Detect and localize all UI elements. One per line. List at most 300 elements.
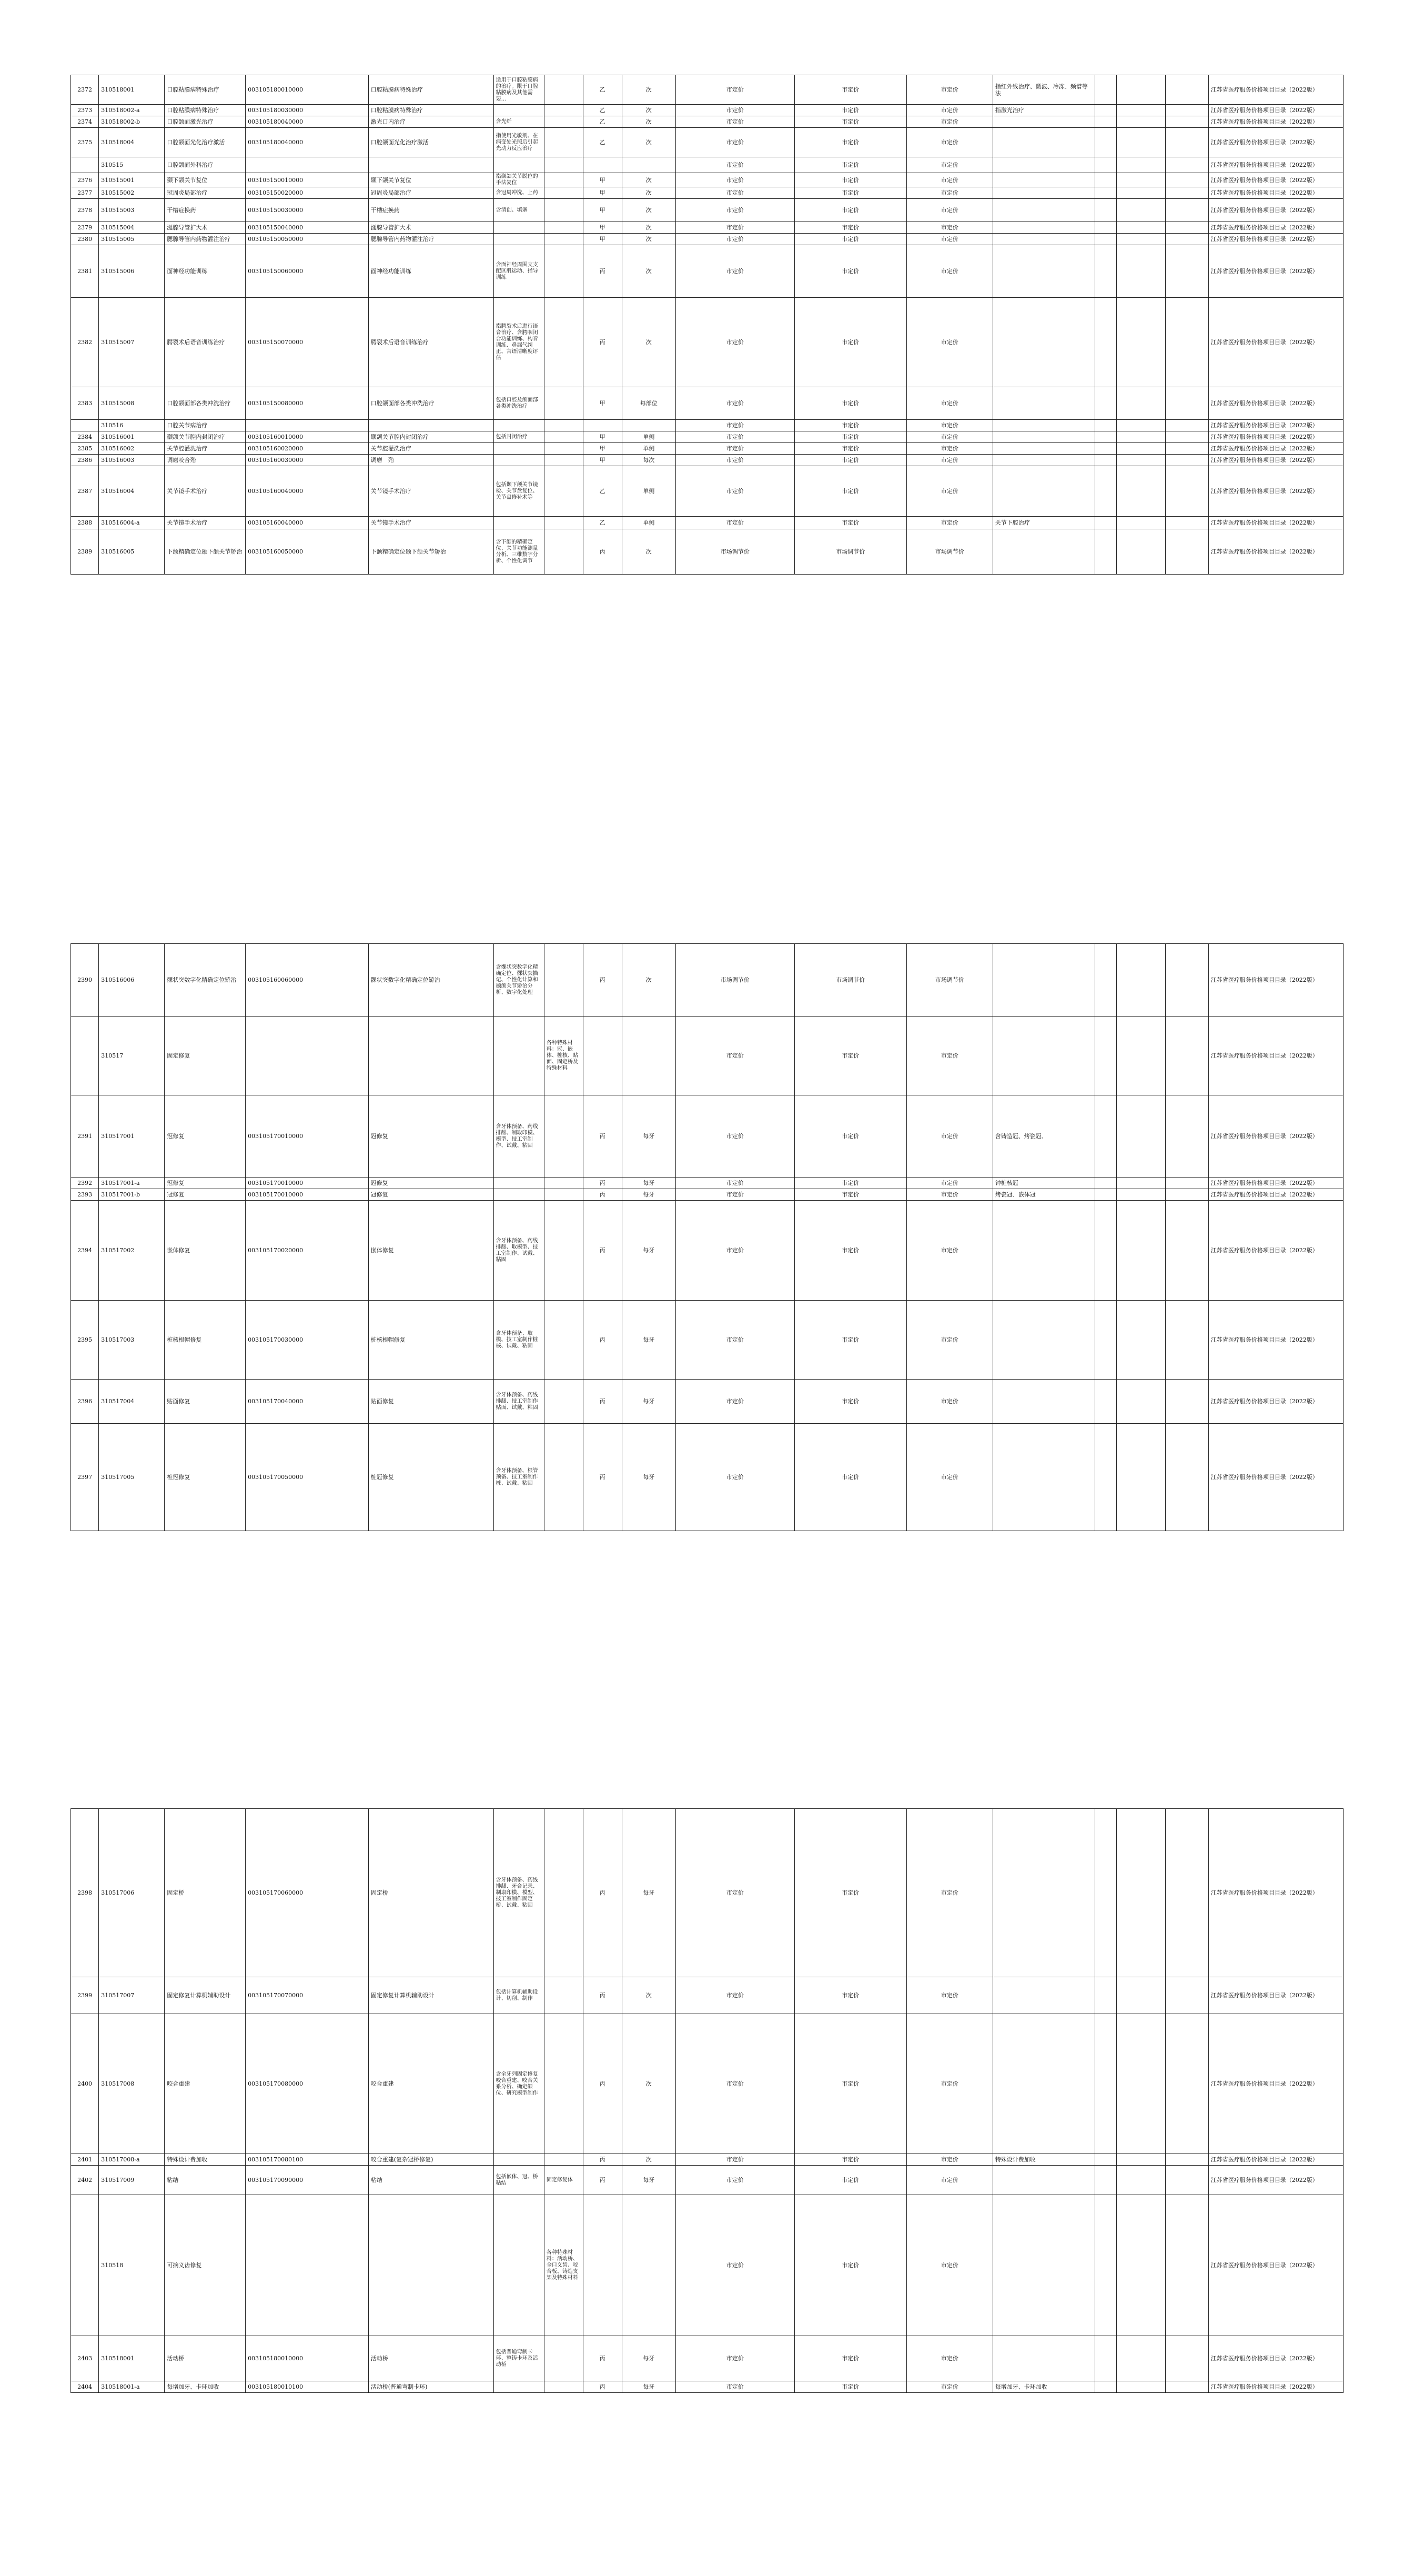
table-cell: [993, 2195, 1095, 2336]
table-row: [71, 157, 1344, 173]
table-cell: 次: [622, 298, 676, 387]
table-cell: [1095, 234, 1117, 245]
table-cell: 腮腺导管内药物灌注治疗: [368, 234, 493, 245]
table-cell: 面神经功能训练: [165, 245, 246, 298]
table-cell: [993, 298, 1095, 387]
table-cell: 每部位: [622, 387, 676, 420]
table-cell: [1117, 1178, 1165, 1189]
table-row: [71, 387, 1344, 420]
table-cell: [1165, 431, 1208, 443]
table-cell: [1165, 529, 1208, 575]
table-cell: 市定价: [794, 1424, 906, 1531]
table-cell: 2404: [71, 2381, 99, 2393]
table-cell: [993, 173, 1095, 187]
table-cell: 烤瓷冠、嵌体冠: [993, 1189, 1095, 1201]
table-cell: 每牙: [622, 1809, 676, 1977]
table-cell: 2383: [71, 387, 99, 420]
table-cell: [1117, 431, 1165, 443]
table-cell: [1117, 1189, 1165, 1201]
table-cell: 干槽症换药: [165, 199, 246, 222]
table-cell: 市定价: [676, 1301, 795, 1380]
table-cell: 市定价: [794, 455, 906, 466]
table-cell: [71, 2195, 99, 2336]
table-cell: 丙: [583, 2014, 622, 2154]
table-cell: 310515003: [99, 199, 165, 222]
table-cell: 市定价: [794, 1201, 906, 1301]
table-cell: 固定桥: [368, 1809, 493, 1977]
table-cell: 下颌精确定位颞下颌关节矫治: [165, 529, 246, 575]
table-row: [71, 222, 1344, 234]
table-cell: [1095, 1424, 1117, 1531]
table-cell: 310516001: [99, 431, 165, 443]
table-cell: 乙: [583, 75, 622, 105]
table-cell: [993, 222, 1095, 234]
table-cell: 关节腔灌洗治疗: [368, 443, 493, 455]
table-cell: [1165, 298, 1208, 387]
table-cell: [1095, 944, 1117, 1017]
table-cell: [544, 529, 583, 575]
table-cell: 310517004: [99, 1380, 165, 1424]
table-cell: [993, 128, 1095, 157]
table-cell: [544, 199, 583, 222]
table-cell: 市定价: [794, 2195, 906, 2336]
table-row: [71, 187, 1344, 199]
table-cell: [1117, 222, 1165, 234]
table-cell: 指使用光敏剂、在病变处光照后引起光动力反应治疗: [493, 128, 544, 157]
table-cell: 310515004: [99, 222, 165, 234]
table-row: [71, 1301, 1344, 1380]
table-cell: 市定价: [906, 1178, 993, 1189]
table-cell: 次: [622, 1977, 676, 2014]
table-cell: 市定价: [676, 2166, 795, 2195]
table-cell: 江苏省医疗服务价格项目目录（2022版）: [1208, 2381, 1343, 2393]
table-cell: 市定价: [906, 234, 993, 245]
table-cell: 单侧: [622, 443, 676, 455]
table-cell: 可摘义齿修复: [165, 2195, 246, 2336]
table-cell: [993, 1809, 1095, 1977]
table-cell: 市定价: [794, 2166, 906, 2195]
table-cell: 市定价: [906, 2381, 993, 2393]
table-cell: 市定价: [906, 2014, 993, 2154]
table-cell: 含清创、填塞: [493, 199, 544, 222]
table-cell: 次: [622, 234, 676, 245]
table-cell: 口腔颌面激光治疗: [165, 116, 246, 128]
price-table-section-3: [70, 1808, 1344, 2393]
table-cell: 髁状突数字化精确定位矫治: [165, 944, 246, 1017]
table-cell: 310515006: [99, 245, 165, 298]
table-cell: [1095, 455, 1117, 466]
table-cell: 各种特殊材料：冠、嵌体、桩核、贴面、固定桥及特殊材料: [544, 1017, 583, 1095]
table-cell: 市定价: [906, 75, 993, 105]
table-cell: 市定价: [676, 1977, 795, 2014]
table-cell: [246, 420, 369, 431]
table-cell: [1095, 222, 1117, 234]
table-cell: [246, 157, 369, 173]
price-table-section-2: [70, 943, 1344, 1531]
table-cell: [246, 1017, 369, 1095]
table-cell: 003105170010000: [246, 1178, 369, 1189]
table-cell: 市场调节价: [794, 529, 906, 575]
table-cell: [1095, 75, 1117, 105]
table-cell: 310517002: [99, 1201, 165, 1301]
table-cell: 2396: [71, 1380, 99, 1424]
table-cell: [493, 2381, 544, 2393]
table-cell: 市定价: [906, 1380, 993, 1424]
table-cell: 310515008: [99, 387, 165, 420]
table-cell: 含牙体预备、药线排龈、制取印模、模型、技工室制作、试戴、粘固: [493, 1095, 544, 1178]
table-cell: [1095, 2336, 1117, 2381]
table-cell: [1095, 128, 1117, 157]
table-cell: 次: [622, 944, 676, 1017]
table-cell: 口腔颌面部各类冲洗治疗: [368, 387, 493, 420]
table-cell: 2397: [71, 1424, 99, 1531]
table-cell: [1117, 1424, 1165, 1531]
table-cell: 310518: [99, 2195, 165, 2336]
table-cell: [993, 2014, 1095, 2154]
table-cell: 市定价: [794, 245, 906, 298]
table-cell: 市定价: [676, 298, 795, 387]
table-cell: [1095, 105, 1117, 116]
table-cell: 市定价: [794, 2336, 906, 2381]
table-cell: 每牙: [622, 1178, 676, 1189]
table-cell: [493, 1178, 544, 1189]
table-cell: 2372: [71, 75, 99, 105]
table-cell: [1095, 1201, 1117, 1301]
table-cell: 包括普通弯制卡环、整铸卡环及活动桥: [493, 2336, 544, 2381]
table-cell: [1095, 298, 1117, 387]
table-cell: [1095, 1977, 1117, 2014]
table-cell: 次: [622, 116, 676, 128]
table-cell: 310518001: [99, 2336, 165, 2381]
table-cell: 003105170010000: [246, 1095, 369, 1178]
table-row: [71, 2014, 1344, 2154]
table-row: [71, 1380, 1344, 1424]
table-cell: 市定价: [676, 443, 795, 455]
table-cell: 干槽症换药: [368, 199, 493, 222]
table-cell: [544, 245, 583, 298]
table-cell: 003105180010000: [246, 75, 369, 105]
table-cell: 关节镜手术治疗: [368, 466, 493, 517]
table-cell: [544, 431, 583, 443]
table-cell: [544, 1380, 583, 1424]
table-cell: [1117, 529, 1165, 575]
table-cell: 冠周炎局部治疗: [368, 187, 493, 199]
table-cell: [1117, 420, 1165, 431]
table-cell: [544, 1178, 583, 1189]
table-cell: 丙: [583, 1977, 622, 2014]
table-cell: 颞颌关节腔内封闭治疗: [368, 431, 493, 443]
table-cell: 桩核根帽修复: [368, 1301, 493, 1380]
table-cell: 市定价: [906, 1809, 993, 1977]
table-cell: 涎腺导管扩大术: [165, 222, 246, 234]
table-cell: 江苏省医疗服务价格项目目录（2022版）: [1208, 2154, 1343, 2166]
table-cell: 003105170030000: [246, 1301, 369, 1380]
table-row: [71, 75, 1344, 105]
table-cell: [544, 455, 583, 466]
table-cell: 丙: [583, 1178, 622, 1189]
table-cell: 市定价: [906, 1301, 993, 1380]
table-cell: 市定价: [676, 1189, 795, 1201]
table-cell: 乙: [583, 105, 622, 116]
table-cell: 江苏省医疗服务价格项目目录（2022版）: [1208, 2336, 1343, 2381]
table-cell: [1165, 187, 1208, 199]
table-cell: 甲: [583, 431, 622, 443]
table-cell: 丙: [583, 2381, 622, 2393]
table-cell: 含牙体预备、取模、技工室制作桩核、试戴、粘固: [493, 1301, 544, 1380]
table-cell: 江苏省医疗服务价格项目目录（2022版）: [1208, 2166, 1343, 2195]
table-cell: 市定价: [794, 1095, 906, 1178]
table-cell: [1117, 199, 1165, 222]
table-row: [71, 431, 1344, 443]
table-cell: 江苏省医疗服务价格项目目录（2022版）: [1208, 1095, 1343, 1178]
table-cell: 003105180040000: [246, 128, 369, 157]
table-cell: [1095, 2381, 1117, 2393]
table-cell: [1117, 157, 1165, 173]
table-cell: 每增加牙、卡环加收: [165, 2381, 246, 2393]
table-cell: [493, 234, 544, 245]
table-cell: 每牙: [622, 1424, 676, 1531]
table-cell: 003105170070000: [246, 1977, 369, 2014]
table-cell: 市定价: [794, 2381, 906, 2393]
table-cell: 市定价: [794, 431, 906, 443]
table-cell: 次: [622, 2014, 676, 2154]
table-cell: [1165, 2014, 1208, 2154]
table-cell: [1117, 75, 1165, 105]
table-cell: [1095, 466, 1117, 517]
table-cell: [1095, 157, 1117, 173]
table-cell: [1095, 420, 1117, 431]
table-cell: 市定价: [794, 1809, 906, 1977]
table-cell: 每牙: [622, 1201, 676, 1301]
table-cell: 钟桩核冠: [993, 1178, 1095, 1189]
table-cell: 次: [622, 222, 676, 234]
table-cell: 江苏省医疗服务价格项目目录（2022版）: [1208, 1178, 1343, 1189]
table-cell: [1165, 517, 1208, 529]
table-row: [71, 105, 1344, 116]
table-cell: [1117, 1977, 1165, 2014]
table-cell: 腭裂术后语音训练治疗: [165, 298, 246, 387]
table-cell: [1117, 298, 1165, 387]
table-cell: [544, 944, 583, 1017]
table-cell: 310516005: [99, 529, 165, 575]
table-cell: 市定价: [794, 173, 906, 187]
table-cell: 市场调节价: [794, 944, 906, 1017]
table-cell: [1095, 1301, 1117, 1380]
table-cell: 甲: [583, 173, 622, 187]
table-cell: 003105170020000: [246, 1201, 369, 1301]
table-row: [71, 1977, 1344, 2014]
table-cell: [493, 455, 544, 466]
table-cell: 固定修复: [165, 1017, 246, 1095]
table-cell: 市定价: [906, 187, 993, 199]
table-cell: [493, 2154, 544, 2166]
table-cell: [493, 105, 544, 116]
table-cell: 市定价: [794, 517, 906, 529]
table-cell: [493, 517, 544, 529]
table-cell: [1165, 1380, 1208, 1424]
table-cell: 2375: [71, 128, 99, 157]
table-cell: 003105170080000: [246, 2014, 369, 2154]
table-cell: 活动桥(普通弯制卡环): [368, 2381, 493, 2393]
table-cell: [1117, 1809, 1165, 1977]
table-cell: 市场调节价: [676, 529, 795, 575]
table-cell: 003105150040000: [246, 222, 369, 234]
table-cell: [1165, 2336, 1208, 2381]
table-cell: 市场调节价: [906, 529, 993, 575]
table-cell: 003105180030000: [246, 105, 369, 116]
table-row: [71, 199, 1344, 222]
table-cell: [493, 1189, 544, 1201]
table-cell: [1117, 2381, 1165, 2393]
table-cell: [1117, 105, 1165, 116]
table-row: [71, 298, 1344, 387]
table-cell: [544, 466, 583, 517]
table-cell: 丙: [583, 1189, 622, 1201]
table-cell: 含下颌的精确定位、关节功能测量分析、三维数字分析、个性化调节: [493, 529, 544, 575]
table-cell: 江苏省医疗服务价格项目目录（2022版）: [1208, 187, 1343, 199]
table-cell: 江苏省医疗服务价格项目目录（2022版）: [1208, 420, 1343, 431]
table-cell: [1095, 2014, 1117, 2154]
table-cell: 市定价: [906, 1095, 993, 1178]
table-cell: [622, 420, 676, 431]
table-cell: [1165, 944, 1208, 1017]
table-cell: 市定价: [676, 2336, 795, 2381]
table-cell: [1117, 2154, 1165, 2166]
table-cell: 市定价: [676, 105, 795, 116]
table-cell: 市定价: [906, 466, 993, 517]
table-cell: 丙: [583, 298, 622, 387]
table-cell: [1165, 1424, 1208, 1531]
table-cell: 310515001: [99, 173, 165, 187]
table-cell: 市定价: [794, 105, 906, 116]
table-cell: [544, 187, 583, 199]
table-cell: [1165, 466, 1208, 517]
table-cell: [1165, 1178, 1208, 1189]
table-cell: 2384: [71, 431, 99, 443]
table-cell: 2391: [71, 1095, 99, 1178]
table-cell: [544, 173, 583, 187]
table-cell: 单侧: [622, 431, 676, 443]
table-cell: 桩冠修复: [368, 1424, 493, 1531]
table-cell: [544, 1189, 583, 1201]
table-cell: 市定价: [906, 517, 993, 529]
table-cell: 口腔粘膜病特殊治疗: [165, 105, 246, 116]
table-cell: 003105170050000: [246, 1424, 369, 1531]
table-cell: 003105160020000: [246, 443, 369, 455]
table-cell: 2395: [71, 1301, 99, 1380]
table-cell: 市定价: [906, 420, 993, 431]
table-cell: 江苏省医疗服务价格项目目录（2022版）: [1208, 517, 1343, 529]
table-cell: [1117, 173, 1165, 187]
table-cell: 江苏省医疗服务价格项目目录（2022版）: [1208, 1201, 1343, 1301]
table-cell: [1095, 2166, 1117, 2195]
table-cell: 江苏省医疗服务价格项目目录（2022版）: [1208, 245, 1343, 298]
table-row: [71, 2336, 1344, 2381]
table-cell: 市定价: [794, 128, 906, 157]
table-cell: [1117, 234, 1165, 245]
table-cell: [1095, 199, 1117, 222]
table-cell: [1117, 187, 1165, 199]
table-cell: 2402: [71, 2166, 99, 2195]
table-cell: [993, 234, 1095, 245]
table-cell: [544, 1809, 583, 1977]
table-cell: [544, 1301, 583, 1380]
table-cell: [1165, 1189, 1208, 1201]
table-cell: 乙: [583, 517, 622, 529]
table-cell: [1095, 2154, 1117, 2166]
table-cell: 003105170010000: [246, 1189, 369, 1201]
table-cell: [1165, 2154, 1208, 2166]
table-cell: 003105170090000: [246, 2166, 369, 2195]
table-cell: 市定价: [906, 431, 993, 443]
table-cell: 嵌体修复: [368, 1201, 493, 1301]
table-cell: 市定价: [906, 2195, 993, 2336]
table-cell: 含面神经周围支支配区肌运动、指导训练: [493, 245, 544, 298]
table-cell: [1095, 387, 1117, 420]
table-cell: [1095, 2195, 1117, 2336]
table-cell: 江苏省医疗服务价格项目目录（2022版）: [1208, 466, 1343, 517]
table-cell: 冠周炎局部治疗: [165, 187, 246, 199]
table-cell: 003105150070000: [246, 298, 369, 387]
table-cell: 市定价: [906, 222, 993, 234]
table-cell: [71, 420, 99, 431]
table-cell: [583, 420, 622, 431]
table-cell: 口腔关节病治疗: [165, 420, 246, 431]
table-cell: 次: [622, 2154, 676, 2166]
table-cell: 市定价: [794, 443, 906, 455]
table-cell: 2380: [71, 234, 99, 245]
table-cell: 次: [622, 529, 676, 575]
table-cell: 310518002-b: [99, 116, 165, 128]
table-cell: [1165, 157, 1208, 173]
table-cell: 310517001-b: [99, 1189, 165, 1201]
table-cell: [583, 2195, 622, 2336]
table-row: [71, 1017, 1344, 1095]
table-cell: [1165, 2381, 1208, 2393]
table-cell: 颞颌关节腔内封闭治疗: [165, 431, 246, 443]
table-cell: 2386: [71, 455, 99, 466]
table-cell: 每牙: [622, 1189, 676, 1201]
table-cell: [622, 1017, 676, 1095]
table-cell: 市定价: [676, 2154, 795, 2166]
table-cell: 市定价: [906, 1189, 993, 1201]
table-cell: [544, 2381, 583, 2393]
table-cell: 003105150060000: [246, 245, 369, 298]
table-cell: 江苏省医疗服务价格项目目录（2022版）: [1208, 387, 1343, 420]
table-cell: 2379: [71, 222, 99, 234]
table-cell: [1095, 1380, 1117, 1424]
table-cell: 2399: [71, 1977, 99, 2014]
table-cell: [544, 1095, 583, 1178]
table-cell: [1165, 128, 1208, 157]
table-row: [71, 1178, 1344, 1189]
table-cell: [1165, 1201, 1208, 1301]
table-row: [71, 466, 1344, 517]
table-cell: 丙: [583, 944, 622, 1017]
table-cell: [544, 157, 583, 173]
table-cell: 丙: [583, 1424, 622, 1531]
table-cell: [1165, 75, 1208, 105]
table-cell: 含牙体预备、药线排龈、牙合记录、制取印模、模型、技工室制作固定桥、试戴、粘固: [493, 1809, 544, 1977]
table-cell: 丙: [583, 1201, 622, 1301]
table-cell: 市定价: [794, 1178, 906, 1189]
table-cell: [1117, 116, 1165, 128]
table-cell: 003105180010100: [246, 2381, 369, 2393]
table-cell: 江苏省医疗服务价格项目目录（2022版）: [1208, 1017, 1343, 1095]
table-cell: 口腔粘膜病特殊治疗: [165, 75, 246, 105]
table-cell: 咬合重建: [165, 2014, 246, 2154]
table-cell: [544, 1977, 583, 2014]
